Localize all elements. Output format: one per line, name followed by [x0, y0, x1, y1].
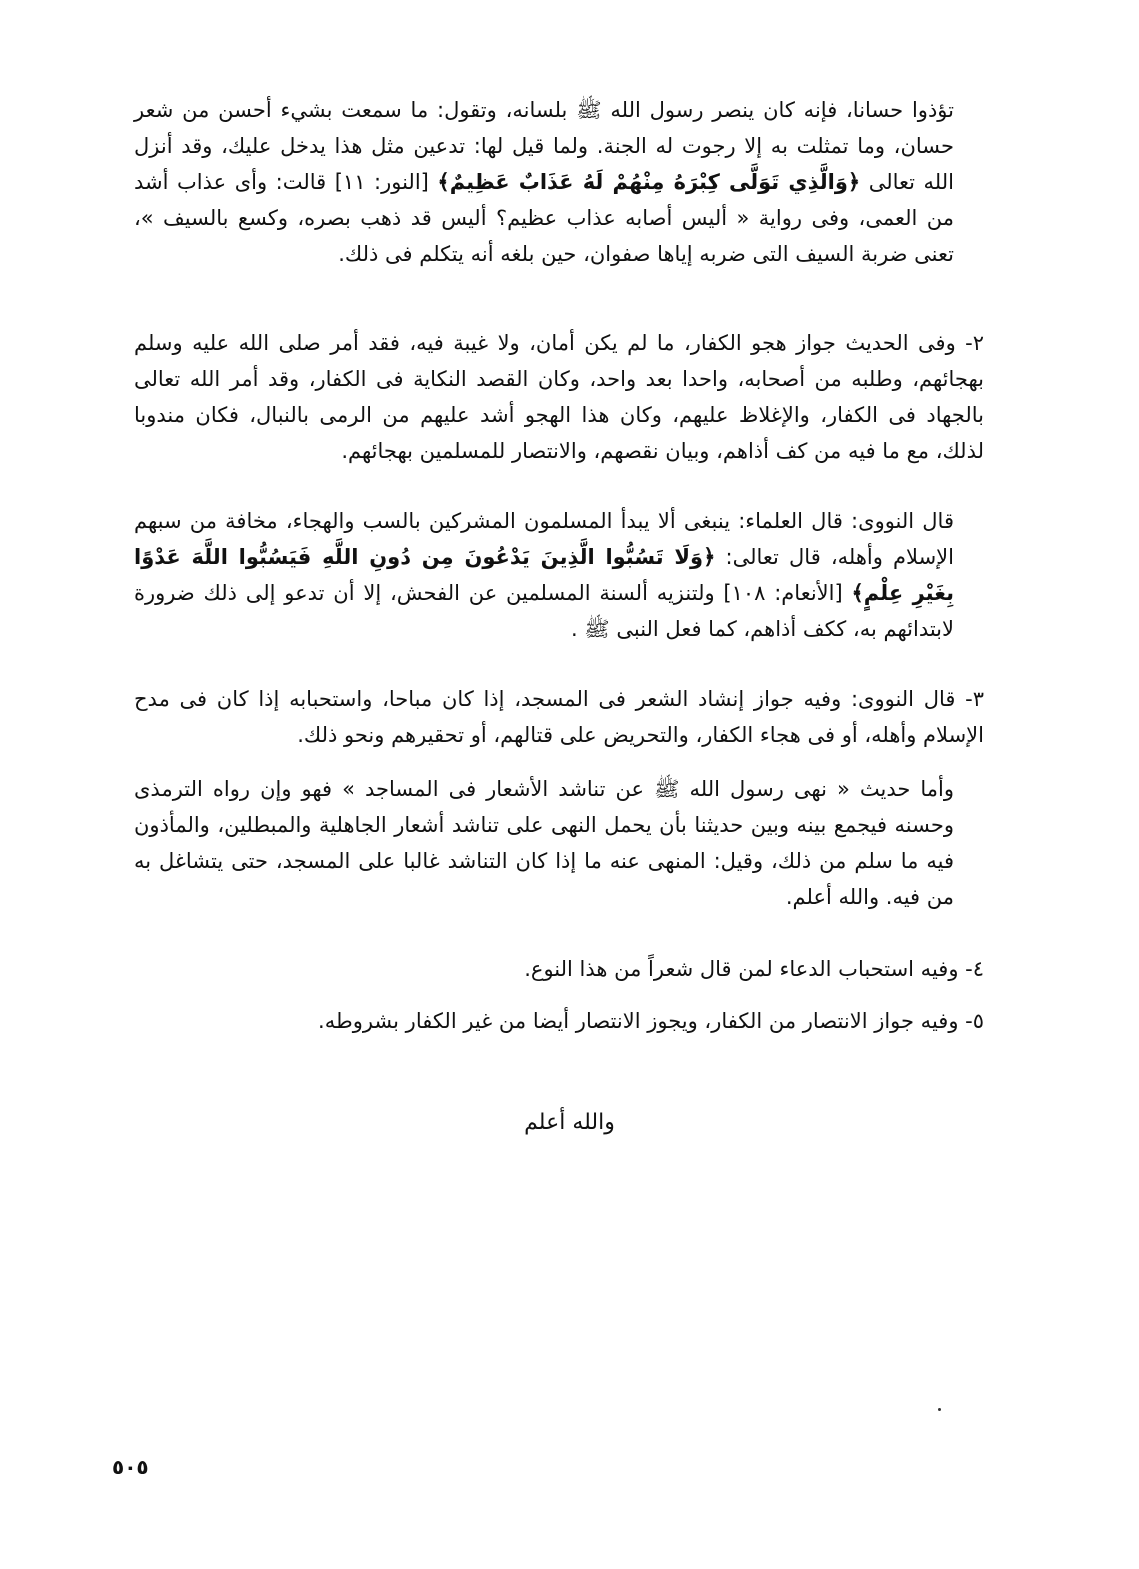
paragraph-1-quran-verse: ﴿وَالَّذِي تَوَلَّى كِبْرَهُ مِنْهُمْ لَهُ عَذَابٌ عَظِيمٌ﴾	[437, 170, 861, 194]
paragraph-3-quran-verse: ﴿وَلَا تَسُبُّوا الَّذِينَ يَدْعُونَ مِن دُونِ اللَّهِ فَيَسُبُّوا اللَّهَ عَدْوًا بِغَيْرِ عِلْمٍ﴾	[134, 545, 954, 605]
paragraph-4-text: قال النووى: وفيه جواز إنشاد الشعر فى المسجد، إذا كان مباحا، واستحبابه إذا كان فى مدح الإسلام وأهله، أو فى هجاء الكفار، والتحريض على قتالهم، أو تحقيرهم ونحو ذلك.	[134, 687, 984, 747]
paragraph-7	[134, 1003, 984, 1039]
paragraph-5	[134, 771, 954, 915]
paragraph-2-number: ٢-	[965, 331, 984, 355]
closing-phrase: والله أعلم	[524, 1110, 615, 1135]
paragraph-6	[134, 951, 984, 987]
paragraph-2	[134, 325, 984, 469]
paragraph-1-text-before: تؤذوا حسانا، فإنه كان ينصر رسول الله ﷺ بلسانه، وتقول: ما سمعت بشيء أحسن من شعر حسان، وما تمثلت به إلا رجوت له الجنة. ولما قيل لها: تدعين مثل هذا يدخل عليك، وقد أنزل الله تعالى	[134, 98, 954, 194]
paragraph-7-number: ٥-	[965, 1009, 984, 1033]
paragraph-5-text: وأما حديث « نهى رسول الله ﷺ عن تناشد الأشعار فى المساجد » فهو وإن رواه الترمذى وحسنه فيجمع بينه وبين حديثنا بأن يحمل النهى على تناشد أشعار الجاهلية والمبطلين، والمأذون فيه ما سلم من ذلك، وقيل: المنهى عنه ما إذا كان التناشد غالبا على المسجد، حتى يتشاغل به من فيه. والله أعلم.	[134, 777, 954, 909]
paragraph-4	[134, 681, 984, 753]
page-number: ٥٠٥	[112, 1455, 149, 1479]
paragraph-4-number: ٣-	[965, 687, 984, 711]
paragraph-2-text: وفى الحديث جواز هجو الكفار، ما لم يكن أمان، ولا غيبة فيه، فقد أمر صلى الله عليه وسلم بهجائهم، وطلبه من أصحابه، واحدا بعد واحد، وكان القصد النكاية فى الكفار، وقد أمر الله تعالى بالجهاد فى الكفار، والإغلاظ عليهم، وكان هذا الهجو أشد عليهم من الرمى بالنبال، فكان مندوبا لذلك، مع ما فيه من كف أذاهم، وبيان نقصهم، والانتصار للمسلمين بهجائهم.	[134, 331, 984, 463]
paragraph-1	[134, 92, 954, 272]
paragraph-6-number: ٤-	[965, 957, 984, 981]
scan-speck	[938, 1408, 941, 1411]
paragraph-3	[134, 503, 954, 647]
paragraph-7-text: وفيه جواز الانتصار من الكفار، ويجوز الانتصار أيضا من غير الكفار بشروطه.	[318, 1009, 966, 1033]
paragraph-3-text-before: قال النووى: قال العلماء: ينبغى ألا يبدأ المسلمون المشركين بالسب والهجاء، مخافة من سبهم الإسلام وأهله، قال تعالى:	[134, 509, 954, 569]
paragraph-1-text-after: [النور: ١١] قالت: وأى عذاب أشد من العمى، وفى رواية « أليس أصابه عذاب عظيم؟ أليس قد ذهب بصره، وكسع بالسيف »، تعنى ضربة السيف التى ضربه إياها صفوان، حين بلغه أنه يتكلم فى ذلك.	[134, 170, 954, 266]
paragraph-3-text-after: [الأنعام: ١٠٨] ولتنزيه ألسنة المسلمين عن الفحش، إلا أن تدعو إلى ذلك ضرورة لابتدائهم به، ككف أذاهم، كما فعل النبى ﷺ .	[134, 581, 954, 641]
paragraph-6-text: وفيه استحباب الدعاء لمن قال شعراً من هذا النوع.	[524, 957, 966, 981]
